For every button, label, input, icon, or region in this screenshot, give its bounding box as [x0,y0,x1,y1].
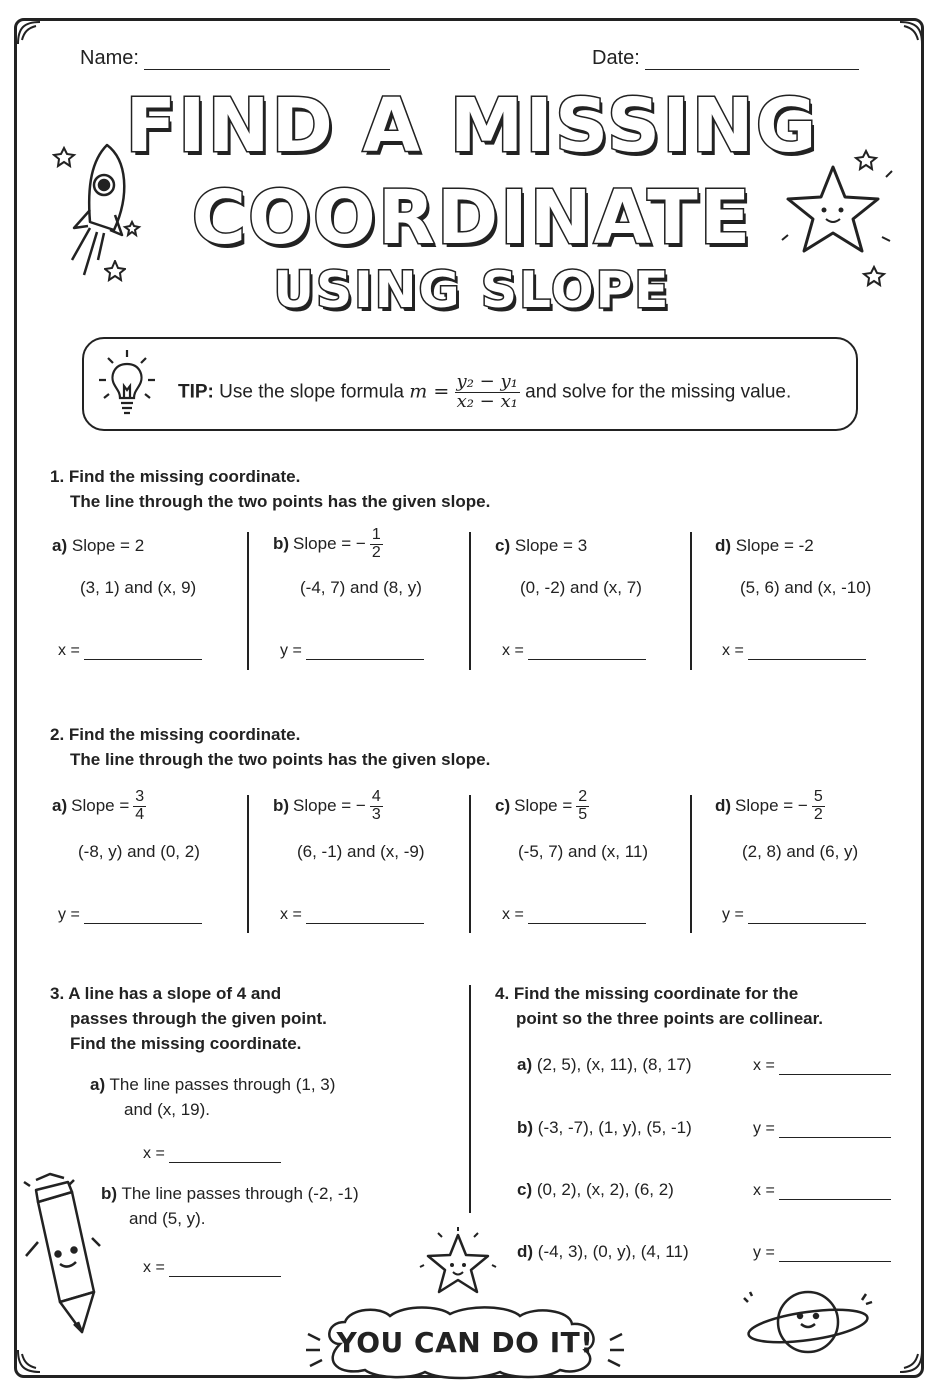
corner-flourish-bottom-right [896,1346,926,1376]
q2b-fraction [370,789,383,824]
q2a-answer-line[interactable] [84,907,202,924]
q2d-slope [715,789,825,824]
q1d-letter: d) [715,536,732,555]
q4c-letter: c) [517,1180,533,1199]
formula-denominator: x₂ − x₁ [456,390,518,412]
q2b-answer-label: x = [280,906,302,923]
q3-line3: Find the missing coordinate. [70,1034,302,1053]
q2a-slope-text: Slope = [71,796,130,816]
q2c-den: 5 [578,805,588,823]
cheer-text: YOU CAN DO IT! [336,1326,594,1359]
q4d-answer[interactable] [753,1244,891,1262]
q2a-points: (-8, y) and (0, 2) [78,842,200,861]
q4c-answer[interactable] [753,1182,891,1200]
date-label: Date: [592,47,640,69]
q2a-den: 4 [135,805,145,823]
q2a-num: 3 [135,788,145,805]
q4d-points-text: (-4, 3), (0, y), (4, 11) [537,1242,689,1261]
q2a-answer[interactable] [58,906,202,924]
q1b-points: (-4, 7) and (8, y) [300,578,422,597]
q2d-den: 2 [813,805,823,823]
q1d-answer-label: x = [722,642,744,659]
q3a-answer-line[interactable] [169,1146,281,1163]
q3b-line1: The line passes through (-2, -1) [121,1184,359,1203]
q2a-letter: a) [52,796,68,816]
q3a-line1: The line passes through (1, 3) [109,1075,336,1094]
name-field[interactable] [80,47,390,70]
q2a-slope [52,789,146,824]
corner-flourish-bottom-left [14,1346,44,1376]
q2c-letter: c) [495,796,511,816]
q3a-letter: a) [90,1075,106,1094]
tip-label: TIP: [178,381,214,403]
q2b-slope-text: Slope = − [293,796,366,816]
q3b-letter: b) [101,1184,118,1203]
sparkle-star-icon [104,260,126,282]
tip-before: Use the slope formula [219,381,404,403]
q1a-points: (3, 1) and (x, 9) [80,578,197,597]
q4b-points [517,1118,692,1138]
q2-title: 2. Find the missing coordinate. [50,725,301,744]
q1b-answer-line[interactable] [306,643,424,660]
q4b-answer-label: y = [753,1120,775,1137]
tip-text [178,373,791,412]
name-label: Name: [80,47,139,69]
q4b-letter: b) [517,1118,534,1137]
q1-divider-1 [247,532,249,670]
title-line-1: FIND A MISSING [125,83,819,169]
q1a-letter: a) [52,536,68,555]
q1d-answer-line[interactable] [748,643,866,660]
q2d-points: (2, 8) and (6, y) [742,842,859,861]
q1d-slope-text: Slope = -2 [735,536,814,555]
q1c-slope [495,536,587,556]
corner-flourish-top-right [896,18,926,48]
corner-flourish-top-left [14,18,44,48]
q2-divider-3 [690,795,692,933]
q4c-points [517,1180,674,1200]
q2c-slope-text: Slope = [514,796,573,816]
tip-formula [455,373,520,412]
q4b-answer[interactable] [753,1120,891,1138]
q2b-points: (6, -1) and (x, -9) [297,842,425,861]
q1b-fraction [370,527,383,562]
q1a-slope-text: Slope = 2 [71,536,145,555]
q3b [101,1181,359,1231]
formula-numerator: y₂ − y₁ [456,371,518,392]
q2c-answer[interactable] [502,906,646,924]
pencil-character-icon [22,1172,102,1352]
q4a-answer-line[interactable] [779,1058,891,1075]
q2-divider-1 [247,795,249,933]
tip-after: and solve for the missing value. [525,381,792,403]
q4c-points-text: (0, 2), (x, 2), (6, 2) [536,1180,674,1199]
q2-subtitle: The line through the two points has the given slope. [70,750,491,769]
q1a-answer-line[interactable] [84,643,202,660]
q4a-points [517,1055,691,1075]
q3-q4-divider [469,985,471,1213]
q1-subtitle: The line through the two points has the given slope. [70,492,491,511]
rocket-icon [52,140,142,290]
q1a-answer[interactable] [58,642,202,660]
q2a-answer-label: y = [58,906,80,923]
q4d-answer-label: y = [753,1244,775,1261]
q4a-answer-label: x = [753,1057,775,1074]
q1d-slope [715,536,814,556]
tip-m: m = [409,380,450,403]
q1b-answer-label: y = [280,642,302,659]
q4b-answer-line[interactable] [779,1121,891,1138]
q1-title: 1. Find the missing coordinate. [50,467,301,486]
q1c-points: (0, -2) and (x, 7) [520,578,642,597]
q3-line1: 3. A line has a slope of 4 and [50,984,282,1003]
q1c-answer-line[interactable] [528,643,646,660]
q1-divider-2 [469,532,471,670]
date-line[interactable] [645,49,859,70]
q1b-den: 2 [371,543,381,561]
q3-line2: passes through the given point. [70,1009,327,1028]
q2d-answer[interactable] [722,906,866,924]
q2b-num: 4 [371,788,381,805]
q3a-line2: and (x, 19). [124,1100,210,1119]
q3b-answer[interactable] [143,1259,281,1277]
q2-divider-2 [469,795,471,933]
q3b-line2: and (5, y). [129,1209,206,1228]
q2a-fraction [133,789,146,824]
title-line-3: USING SLOPE [273,261,671,319]
q2d-slope-text: Slope = − [735,796,808,816]
q1c-letter: c) [495,536,511,555]
q4d-points [517,1242,689,1262]
q2-heading [50,722,490,772]
q3b-answer-line[interactable] [169,1260,281,1277]
q3a-answer[interactable] [143,1145,281,1163]
q4c-answer-label: x = [753,1182,775,1199]
q2c-answer-line[interactable] [528,907,646,924]
lightbulb-icon [96,346,158,422]
q4a-points-text: (2, 5), (x, 11), (8, 17) [536,1055,692,1074]
q1b-slope [273,527,383,562]
q2c-num: 2 [578,788,588,805]
q1c-answer[interactable] [502,642,646,660]
q2d-answer-label: y = [722,906,744,923]
q3a [90,1072,335,1122]
q4c-answer-line[interactable] [779,1183,891,1200]
star-face-small-icon [418,1225,498,1305]
q4a-answer[interactable] [753,1057,891,1075]
q2d-num: 5 [813,788,823,805]
q1d-points: (5, 6) and (x, -10) [740,578,872,597]
q2c-slope [495,789,589,824]
q4a-letter: a) [517,1055,533,1074]
q1-heading [50,464,490,514]
q1d-answer[interactable] [722,642,866,660]
q3a-answer-label: x = [143,1145,165,1162]
q2c-points: (-5, 7) and (x, 11) [518,842,649,861]
q2b-answer-line[interactable] [306,907,424,924]
q1b-num: 1 [371,526,381,543]
q1c-answer-label: x = [502,642,524,659]
q3-heading [50,981,327,1056]
q2d-fraction [812,789,825,824]
q1c-slope-text: Slope = 3 [514,536,588,555]
q1b-letter: b) [273,534,290,554]
planet-icon [736,1276,876,1366]
q2b-answer[interactable] [280,906,424,924]
q3b-answer-label: x = [143,1259,165,1276]
q1a-answer-label: x = [58,642,80,659]
q1a-slope [52,536,144,556]
q4-line1: 4. Find the missing coordinate for the [495,984,799,1003]
q2c-fraction [576,789,589,824]
q4d-letter: d) [517,1242,534,1261]
q1-divider-3 [690,532,692,670]
q4b-points-text: (-3, -7), (1, y), (5, -1) [537,1118,692,1137]
q4-heading [495,981,823,1031]
q2c-answer-label: x = [502,906,524,923]
q2d-answer-line[interactable] [748,907,866,924]
q2b-slope [273,789,383,824]
q2b-den: 3 [371,805,381,823]
name-line[interactable] [144,49,390,70]
q4d-answer-line[interactable] [779,1245,891,1262]
title-line-2: COORDINATE [191,175,753,261]
q2d-letter: d) [715,796,732,816]
q1b-answer[interactable] [280,642,424,660]
q1b-slope-text: Slope = − [293,534,366,554]
date-field[interactable] [592,47,859,70]
q2b-letter: b) [273,796,290,816]
q4-line2: point so the three points are collinear. [516,1009,824,1028]
star-face-icon [778,145,898,295]
